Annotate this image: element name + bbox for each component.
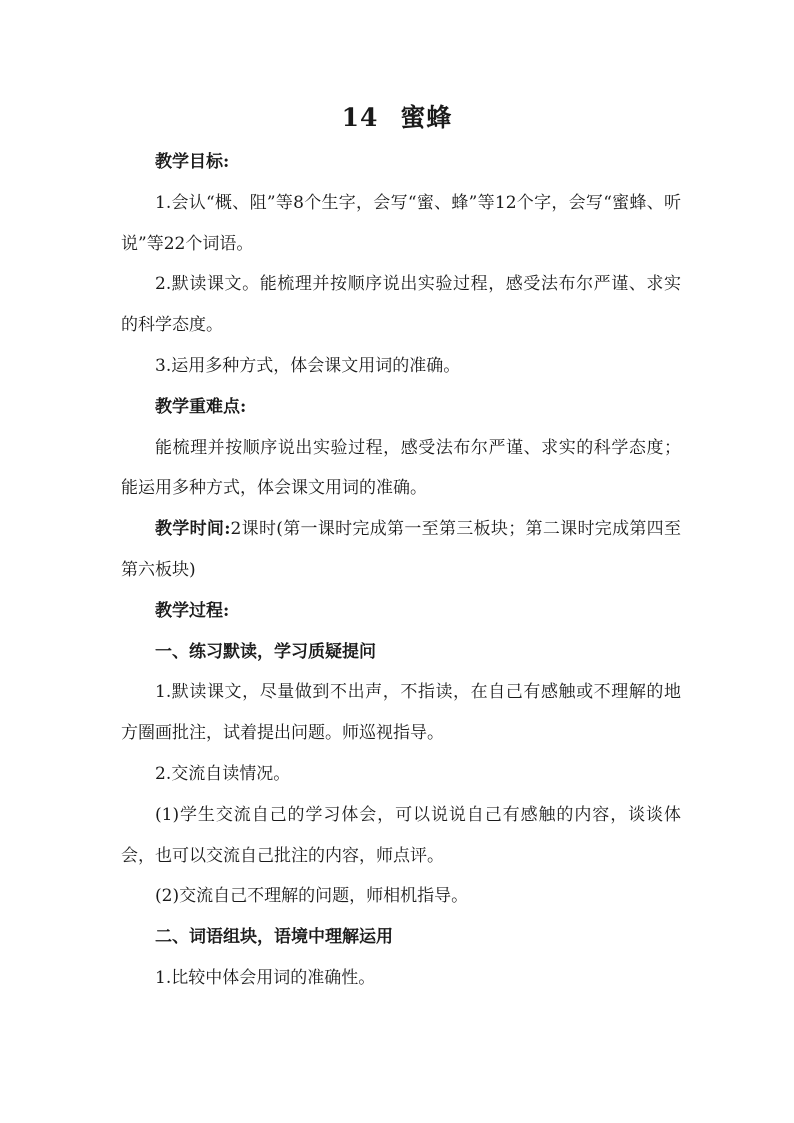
section-1-step-1: 1.默读课文，尽量做到不出声，不指读，在自己有感触或不理解的地方圈画批注，试着提出问题。师巡视指导。 — [121, 682, 681, 744]
section-1-step-2-2: (2)交流自己不理解的问题，师相机指导。 — [155, 886, 469, 907]
heading-key-points: 教学重难点: — [155, 396, 247, 417]
key-points-text: 能梳理并按顺序说出实验过程，感受法布尔严谨、求实的科学态度；能运用多种方式，体会课文用词的准确。 — [121, 437, 681, 499]
section-1-step-2: 2.交流自读情况。 — [155, 763, 291, 784]
page-title — [0, 100, 794, 136]
section-2-step-1: 1.比较中体会用词的准确性。 — [155, 967, 376, 988]
objective-3: 3.运用多种方式，体会课文用词的准确。 — [155, 355, 461, 376]
teaching-time: 教学时间:2课时(第一课时完成第一至第三板块；第二课时完成第四至第六板块) — [121, 519, 681, 580]
heading-process: 教学过程: — [155, 600, 230, 621]
objective-1: 1.会认“概、阻”等8个生字，会写“蜜、蜂”等12个字，会写“蜜蜂、听说”等22个词语。 — [121, 192, 681, 254]
section-1-heading: 一、练习默读，学习质疑提问 — [155, 641, 376, 662]
objective-2: 2.默读课文。能梳理并按顺序说出实验过程，感受法布尔严谨、求实的科学态度。 — [121, 274, 681, 336]
section-2-heading: 二、词语组块，语境中理解运用 — [155, 927, 393, 948]
document-body — [121, 142, 681, 999]
lesson-title: 蜜蜂 — [400, 103, 453, 132]
section-1-step-2-1: (1)学生交流自己的学习体会，可以说说自己有感触的内容，谈谈体会，也可以交流自己批注的内容，师点评。 — [121, 804, 681, 866]
lesson-number: 14 — [341, 103, 379, 132]
heading-objectives: 教学目标: — [155, 152, 230, 172]
